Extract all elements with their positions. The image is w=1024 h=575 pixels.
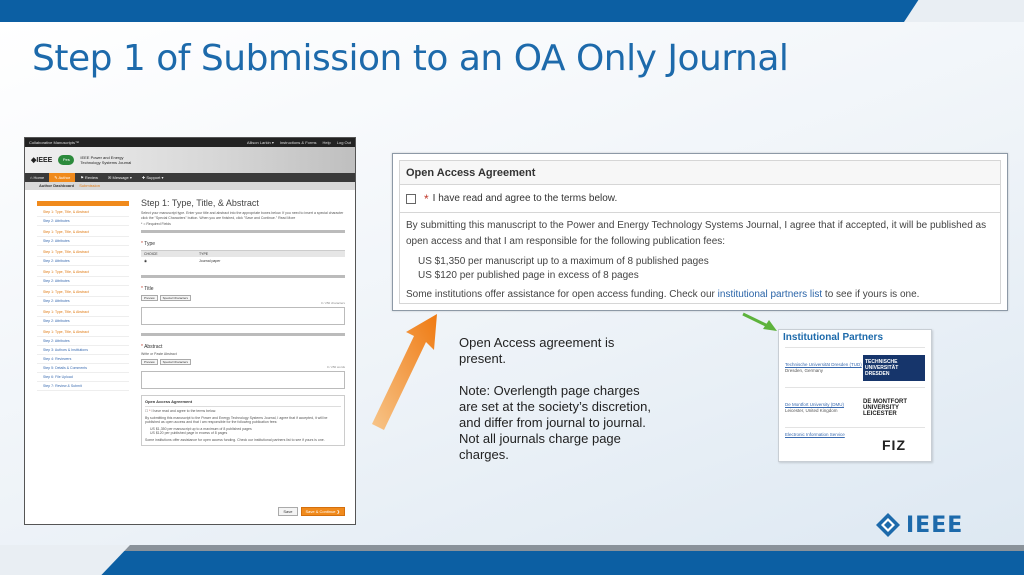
partner-name[interactable]: Electronic Information Service bbox=[785, 432, 845, 437]
menu-review[interactable]: ⚑ Review bbox=[80, 175, 99, 180]
menu-message[interactable]: ✉ Message ▾ bbox=[108, 175, 132, 180]
sidebar-step-item[interactable]: Step 1: Type, Title, & Abstract bbox=[37, 228, 129, 237]
menu-home[interactable]: ⌂ Home bbox=[30, 175, 45, 180]
crumb-current: Submission bbox=[79, 183, 100, 188]
oa-checkbox-row[interactable] bbox=[400, 185, 1000, 213]
special-characters-button[interactable]: Special Characters bbox=[160, 359, 191, 365]
top-bar-notch bbox=[904, 0, 1024, 22]
crumb-dashboard[interactable]: Author Dashboard bbox=[39, 183, 75, 188]
institutional-partners-link[interactable]: institutional partners list bbox=[717, 289, 823, 300]
sidebar-step-item[interactable]: Step 5: Details & Comments bbox=[37, 364, 129, 373]
oa-fee-2: US $120 per published page in excess of 8 pages bbox=[418, 270, 639, 281]
sidebar-step-item[interactable]: Step 1: Type, Title, & Abstract bbox=[37, 288, 129, 297]
table-row[interactable]: ◉ Journal paper bbox=[144, 258, 221, 263]
sidebar-step-item[interactable]: Step 4: Reviewers bbox=[37, 355, 129, 364]
sidebar-step-item[interactable]: Step 7: Review & Submit bbox=[37, 382, 129, 391]
oa-fee2-small: US $120 per published page in excess of 8 pages bbox=[150, 431, 228, 435]
oa-agreement-small bbox=[141, 395, 345, 446]
sidebar-step-item[interactable]: Step 2: Attributes bbox=[37, 277, 129, 286]
type-table-header: CHOICE TYPE bbox=[141, 251, 345, 257]
note-line-2: Note: Overlength page charges are set at the society’s discretion, and differ from journal to journal. Not all journals charge page charges. bbox=[459, 383, 651, 462]
partner-name[interactable]: De Montfort University (DMU) bbox=[785, 401, 845, 407]
screenshot-brand bbox=[25, 147, 355, 173]
oa-agreement-zoom bbox=[392, 153, 1008, 311]
title-input[interactable] bbox=[141, 307, 345, 325]
save-button[interactable]: Save bbox=[278, 507, 297, 516]
sidebar-step-item[interactable]: Step 1: Type, Title, & Abstract bbox=[37, 208, 129, 217]
sidebar-step-item[interactable]: Step 3: Authors & Institutions bbox=[37, 346, 129, 355]
step-instructions: Select your manuscript type. Enter your title and abstract into the appropriate boxes below. If you need to insert a special character click the "Special Characters" button. When you are finished, click "Save and Continue." Read More bbox=[141, 211, 344, 220]
sidebar-group bbox=[37, 328, 129, 391]
list-item[interactable] bbox=[785, 427, 925, 462]
preview-button[interactable]: Preview bbox=[141, 359, 158, 365]
abstract-counter: 0 / 250 words bbox=[326, 365, 345, 369]
topnav-help[interactable]: Help bbox=[322, 140, 331, 145]
sidebar-step-item[interactable]: Step 1: Type, Title, & Abstract bbox=[37, 248, 129, 257]
slide-title: Step 1 of Submission to an OA Only Journal bbox=[32, 38, 789, 79]
abstract-input[interactable] bbox=[141, 371, 345, 389]
list-item[interactable] bbox=[785, 347, 925, 387]
sidebar-step-item[interactable]: Step 2: Attributes bbox=[37, 297, 129, 306]
title-counter: 0 / 250 characters bbox=[320, 300, 345, 305]
topnav-logout[interactable]: Log Out bbox=[336, 140, 351, 145]
oa-checkbox-label: I have read and agree to the terms below. bbox=[432, 193, 618, 204]
sidebar-group bbox=[37, 288, 129, 306]
sidebar-step-item[interactable]: Step 2: Attributes bbox=[37, 217, 129, 226]
sidebar-step-item[interactable]: Step 2: Attributes bbox=[37, 237, 129, 246]
required-star: * bbox=[424, 191, 429, 206]
oa-panel bbox=[399, 160, 1001, 304]
oa-body-small: By submitting this manuscript to the Power and Energy Technology Systems Journal, I agree that if accepted, it will be published as open access and that I am responsible for the following publication fees: bbox=[145, 415, 328, 424]
sidebar-group bbox=[37, 228, 129, 246]
screenshot-topnav bbox=[25, 138, 355, 147]
callout-note bbox=[459, 335, 659, 479]
partner-location: Leicester, United Kingdom bbox=[785, 407, 838, 413]
type-label: * Type bbox=[141, 240, 156, 247]
sidebar-group bbox=[37, 248, 129, 266]
required-note: * = Required Fields bbox=[141, 222, 171, 226]
partner-name[interactable]: Technische Universität Dresden (TUD) bbox=[785, 361, 862, 367]
oa-funding-note: Some institutions offer assistance for open access funding. Check our institutional partners list to see if yours is one. bbox=[406, 289, 920, 300]
sidebar-group bbox=[37, 208, 129, 226]
fiz-logo: FIZ bbox=[882, 437, 906, 453]
menu-support[interactable]: ✚ Support ▾ bbox=[141, 175, 164, 180]
abstract-sub: Write or Paste Abstract bbox=[141, 351, 177, 356]
breadcrumb bbox=[25, 182, 355, 190]
oa-fee-1: US $1,350 per manuscript up to a maximum of 8 published pages bbox=[418, 256, 709, 267]
oa-body: By submitting this manuscript to the Power and Energy Technology Systems Journal, I agree that if accepted, it will be published as open access and that I am responsible for the following publication fees: bbox=[406, 220, 987, 247]
sidebar-step-item[interactable]: Step 2: Attributes bbox=[37, 317, 129, 326]
list-item[interactable] bbox=[785, 387, 925, 427]
sidebar-step-item[interactable]: Step 1: Type, Title, & Abstract bbox=[37, 308, 129, 317]
sidebar-group bbox=[37, 308, 129, 326]
partners-title: Institutional Partners bbox=[783, 332, 884, 343]
dmu-logo: DE MONTFORT UNIVERSITY LEICESTER bbox=[863, 398, 907, 417]
ieee-logo-small: ◆IEEE bbox=[31, 157, 53, 164]
ieee-logo bbox=[875, 512, 963, 538]
pes-logo: Pes bbox=[58, 155, 74, 165]
oa-title-small: Open Access Agreement bbox=[145, 399, 341, 407]
steps-sidebar bbox=[37, 201, 129, 391]
partner-location: Dresden, Germany bbox=[785, 367, 824, 373]
sidebar-step-item[interactable]: Step 1: Type, Title, & Abstract bbox=[37, 268, 129, 277]
oa-title: Open Access Agreement bbox=[400, 161, 1000, 185]
sidebar-step-item[interactable]: Step 2: Attributes bbox=[37, 257, 129, 266]
ieee-wordmark: IEEE bbox=[906, 512, 964, 538]
divider bbox=[141, 275, 345, 278]
step-heading: Step 1: Type, Title, & Abstract bbox=[141, 198, 259, 208]
sidebar-step-item[interactable]: Step 2: Attributes bbox=[37, 337, 129, 346]
topnav-instructions[interactable]: Instructions & Forms bbox=[279, 140, 317, 145]
type-table bbox=[141, 250, 345, 265]
journal-name: IEEE Power and Energy Technology Systems Journal bbox=[80, 155, 132, 165]
sidebar-step-item[interactable]: Step 1: Type, Title, & Abstract bbox=[37, 328, 129, 337]
menu-author[interactable]: ✎ Author bbox=[49, 173, 75, 182]
oa-check-small[interactable]: ☐ * I have read and agree to the terms below. bbox=[145, 409, 217, 413]
special-characters-button[interactable]: Special Characters bbox=[160, 295, 191, 301]
oa-fee1-small: US $1,350 per manuscript up to a maximum of 8 published pages bbox=[150, 426, 252, 431]
abstract-label: * Abstract bbox=[141, 343, 163, 350]
tu-dresden-logo: TECHNISCHE UNIVERSITÄT DRESDEN bbox=[863, 355, 925, 381]
oa-last-small: Some institutions offer assistance for open access funding. Check our institutional partners list to see if yours is one. bbox=[145, 437, 325, 442]
type-radio[interactable]: ◉ bbox=[144, 258, 148, 263]
topnav-user[interactable]: Allison Larkin ▾ bbox=[246, 140, 274, 145]
ieee-diamond-icon bbox=[875, 512, 901, 538]
sidebar-step-item[interactable]: Step 6: File Upload bbox=[37, 373, 129, 382]
save-continue-button[interactable]: Save & Continue ❯ bbox=[301, 507, 345, 516]
submission-screenshot bbox=[24, 137, 356, 525]
sidebar-group bbox=[37, 268, 129, 286]
oa-checkbox[interactable] bbox=[406, 194, 416, 204]
topnav-brand: Collaborative Manuscripts™ bbox=[29, 140, 80, 145]
note-line-1: Open Access agreement is present. bbox=[459, 335, 615, 366]
title-label: * Title bbox=[141, 285, 154, 292]
sidebar-header bbox=[37, 201, 129, 206]
divider bbox=[141, 230, 345, 233]
preview-button[interactable]: Preview bbox=[141, 295, 158, 301]
divider bbox=[141, 333, 345, 336]
top-bar bbox=[0, 0, 1024, 22]
institutional-partners-panel bbox=[778, 329, 932, 462]
screenshot-menu bbox=[25, 173, 355, 182]
bottom-bar bbox=[0, 551, 1024, 575]
step-form bbox=[141, 198, 345, 446]
form-footer bbox=[278, 507, 345, 516]
